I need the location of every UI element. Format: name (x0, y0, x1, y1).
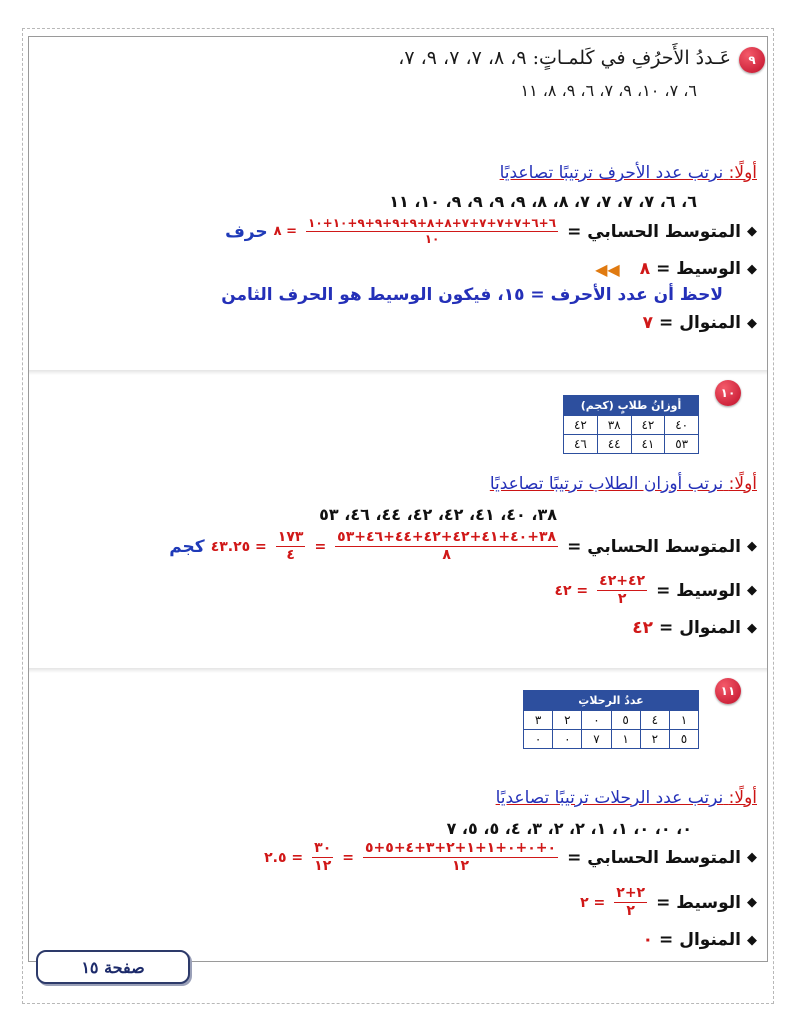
mean-fraction (363, 841, 558, 875)
question-10-section (29, 370, 767, 669)
diamond-bullet-icon: ◆ (747, 583, 757, 599)
mean-unit: حرف (225, 221, 268, 242)
mean-fraction (306, 217, 558, 246)
mean-numerator: ٠+٠+٠+١+١+٢+٣+٤+٥+٥ (363, 841, 558, 858)
median-result: = ٤٢ (554, 582, 589, 599)
question-11-badge: ١١ (715, 678, 741, 704)
mode-value: ٧ (642, 313, 654, 333)
question-9-median-row (29, 259, 767, 279)
table-cell: ٥ (611, 711, 640, 730)
diamond-bullet-icon: ◆ (747, 539, 757, 555)
table-cell: ٣٨ (597, 416, 631, 435)
mean-label: المتوسط الحسابي = (567, 847, 741, 868)
median-denominator: ٢ (626, 903, 635, 920)
table-row (564, 416, 699, 435)
mean-denominator: ١٢ (451, 858, 470, 875)
mean-result: = ٤٣.٢٥ (210, 538, 267, 555)
question-10-mean-row: ◆ المتوسط الحسابي = $\frac{٣٨+٤٠+٤١+٤٢+٤٢+٤٤+٤٦+٥٣}{٨}$ = $\frac{١٧٣}{٤}$ = ٤٣.٢٥ كجم (169, 529, 757, 564)
median-fraction (597, 574, 647, 608)
diamond-bullet-icon: ◆ (747, 261, 757, 277)
weights-table-title: أوزانُ طلابٍ (كجم) (564, 396, 699, 416)
mean-result: = ٢.٥ (264, 849, 304, 866)
table-cell: ٠ (524, 730, 553, 749)
table-row (524, 730, 699, 749)
page-number-label: صفحة ١٥ (36, 950, 190, 984)
question-9-prompt-line2: ٦، ٧، ١٠، ٩، ٧، ٦، ٩، ٨، ١١ (520, 81, 697, 100)
table-cell: ٤٢ (631, 416, 665, 435)
median-numerator: ٢+٢ (614, 886, 647, 903)
order-prefix: أولًا: (728, 163, 757, 183)
weights-table (563, 395, 699, 454)
table-cell: ٤ (640, 711, 669, 730)
table-cell: ٠ (553, 730, 582, 749)
diamond-bullet-icon: ◆ (747, 932, 757, 948)
mean-numerator: ٣٨+٤٠+٤١+٤٢+٤٢+٤٤+٤٦+٥٣ (335, 530, 558, 547)
question-9-order-heading (29, 163, 767, 183)
order-text: نرتب أوزان الطلاب ترتيبًا تصاعديًا (489, 474, 724, 494)
order-text: نرتب عدد الأحرف ترتيبًا تصاعديًا (499, 163, 724, 183)
diamond-bullet-icon: ◆ (747, 620, 757, 636)
question-9-prompt: عَـددُ الأَحرُفِ في كَلمـاتٍ: ٩، ٨، ٧، ٧، ٩، ٧، (398, 47, 731, 69)
question-9-mean-row (29, 217, 767, 246)
mode-value: ٤٢ (632, 618, 654, 638)
mean-unit: كجم (169, 536, 205, 557)
median-label: الوسيط = (656, 259, 741, 279)
mean-numerator-simplified: ١٧٣ (276, 530, 306, 547)
table-cell: ٧ (582, 730, 611, 749)
table-cell: ٠ (582, 711, 611, 730)
median-fraction (614, 886, 647, 920)
question-9-note: لاحظ أن عدد الأحرف = ١٥، فيكون الوسيط هو الحرف الثامن (221, 285, 723, 305)
median-label: الوسيط = (656, 892, 741, 913)
mean-result: = ٨ (273, 224, 297, 240)
question-11-mode-row (29, 930, 767, 950)
median-numerator: ٤٢+٤٢ (597, 574, 647, 591)
worksheet-frame (28, 36, 768, 962)
order-prefix: أولًا: (728, 788, 757, 808)
table-cell: ١ (611, 730, 640, 749)
mean-numerator: ٦+٦+٧+٧+٧+٧+٨+٨+٩+٩+٩+٩+١٠+١٠ (306, 217, 558, 232)
table-cell: ٢ (640, 730, 669, 749)
question-11-mean-row: ◆ المتوسط الحسابي = $\frac{٠+٠+٠+١+١+٢+٣+٤+٥+٥}{١٢}$ = $\frac{٣٠}{١٢}$ = ٢.٥ (264, 840, 757, 875)
question-9-mode-row (29, 313, 767, 333)
diamond-bullet-icon: ◆ (747, 850, 757, 866)
order-text: نرتب عدد الرحلات ترتيبًا تصاعديًا (495, 788, 724, 808)
mode-label: المنوال = (659, 618, 741, 638)
mode-label: المنوال = (659, 930, 741, 950)
median-label: الوسيط = (656, 580, 741, 601)
double-arrow-icon: ◀◀ (595, 259, 620, 279)
table-row (524, 711, 699, 730)
table-cell: ٢ (553, 711, 582, 730)
question-11-sorted-list: ٠، ٠، ٠، ١، ١، ٢، ٢، ٣، ٤، ٥، ٥، ٧ (446, 819, 692, 838)
table-cell: ٤٤ (597, 435, 631, 454)
diamond-bullet-icon: ◆ (747, 895, 757, 911)
table-cell: ١ (669, 711, 698, 730)
table-cell: ٣ (524, 711, 553, 730)
mean-numerator-simplified: ٣٠ (312, 841, 333, 858)
question-10-sorted-list: ٣٨، ٤٠، ٤١، ٤٢، ٤٢، ٤٤، ٤٦، ٥٣ (319, 505, 557, 524)
mode-label: المنوال = (659, 313, 741, 333)
mean-denominator-simplified: ١٢ (314, 858, 332, 875)
mean-denominator: ١٠ (424, 232, 440, 247)
mean-fraction-simplified (276, 530, 306, 564)
question-9-badge: ٩ (739, 47, 765, 73)
mean-fraction (335, 530, 558, 564)
question-9-sorted-list: ٦، ٦، ٧، ٧، ٧، ٧، ٨، ٨، ٩، ٩، ٩، ٩، ١٠، ١١ (389, 192, 697, 211)
diamond-bullet-icon: ◆ (747, 315, 757, 331)
table-row (564, 435, 699, 454)
diamond-bullet-icon: ◆ (747, 224, 757, 240)
median-result: = ٢ (580, 894, 606, 911)
question-11-median-row (29, 886, 767, 920)
question-10-median-row (29, 574, 767, 608)
mean-fraction-simplified (312, 841, 333, 875)
question-11-section (29, 668, 767, 961)
question-10-order-heading (29, 474, 767, 494)
table-cell: ٤١ (631, 435, 665, 454)
trips-table (523, 690, 699, 749)
table-cell: ٤٦ (564, 435, 598, 454)
median-value: ٨ (639, 259, 651, 279)
question-10-badge: ١٠ (715, 380, 741, 406)
mean-denominator: ٨ (442, 547, 451, 564)
table-cell: ٤٠ (665, 416, 699, 435)
question-10-mode-row (29, 618, 767, 638)
mode-value: ٠ (642, 930, 654, 950)
order-prefix: أولًا: (728, 474, 757, 494)
question-11-order-heading (29, 788, 767, 808)
table-cell: ٥٣ (665, 435, 699, 454)
mean-label: المتوسط الحسابي = (567, 221, 741, 242)
table-cell: ٤٢ (564, 416, 598, 435)
median-denominator: ٢ (617, 591, 627, 608)
mean-denominator-simplified: ٤ (286, 547, 295, 564)
mean-label: المتوسط الحسابي = (567, 536, 741, 557)
trips-table-title: عددُ الرحلاتِ (524, 691, 699, 711)
table-cell: ٥ (669, 730, 698, 749)
question-9-section (29, 37, 767, 371)
